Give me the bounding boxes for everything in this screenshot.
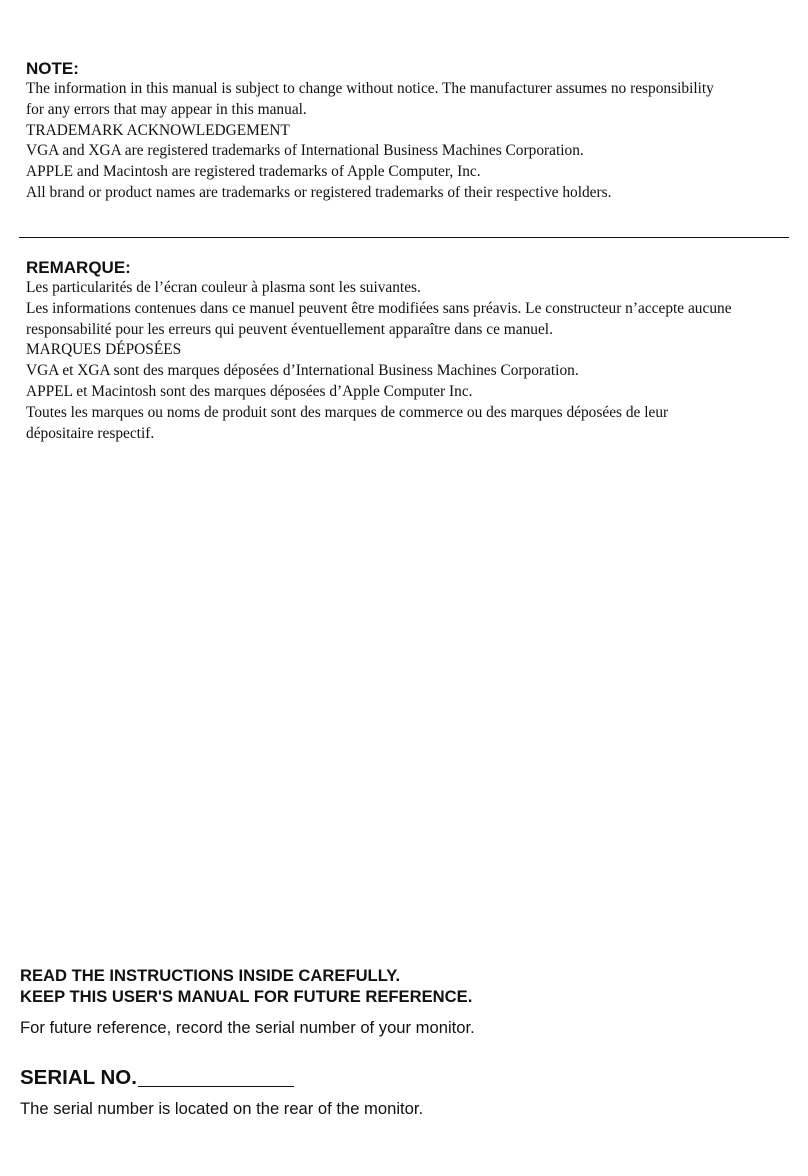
section-divider	[19, 237, 789, 238]
remarque-line: responsabilité pour les erreurs qui peuvent éventuellement apparaître dans ce manuel.	[26, 320, 553, 338]
note-line: TRADEMARK ACKNOWLEDGEMENT	[26, 121, 290, 139]
remarque-line: Les informations contenues dans ce manuel peuvent être modifiées sans préavis. Le constructeur n’accepte aucune	[26, 299, 732, 317]
remarque-heading: REMARQUE:	[26, 258, 131, 277]
record-serial-text: For future reference, record the serial number of your monitor.	[20, 1018, 475, 1037]
remarque-line: VGA et XGA sont des marques déposées d’International Business Machines Corporation.	[26, 362, 579, 380]
keep-manual-notice: KEEP THIS USER'S MANUAL FOR FUTURE REFERENCE.	[20, 987, 473, 1006]
remarque-line: Toutes les marques ou noms de produit sont des marques de commerce ou des marques déposées de leur	[26, 403, 669, 421]
remarque-line: dépositaire respectif.	[26, 424, 155, 442]
note-line: for any errors that may appear in this manual.	[26, 100, 307, 118]
serial-location-text: The serial number is located on the rear of the monitor.	[20, 1099, 424, 1118]
remarque-line: APPEL et Macintosh sont des marques déposées d’Apple Computer Inc.	[26, 382, 473, 400]
remarque-body	[26, 278, 732, 444]
note-heading: NOTE:	[26, 59, 79, 78]
note-line: The information in this manual is subject to change without notice. The manufacturer assumes no responsibility	[26, 80, 714, 97]
remarque-line: Les particularités de l’écran couleur à plasma sont les suivantes.	[26, 279, 421, 296]
remarque-line: MARQUES DÉPOSÉES	[26, 341, 182, 359]
serial-number-blank	[138, 1067, 294, 1087]
note-line: All brand or product names are trademarks or registered trademarks of their respective holders.	[26, 183, 612, 201]
note-body	[26, 79, 714, 204]
note-line: VGA and XGA are registered trademarks of International Business Machines Corporation.	[26, 142, 584, 160]
note-line: APPLE and Macintosh are registered trademarks of Apple Computer, Inc.	[26, 163, 481, 181]
serial-number-row	[20, 1066, 294, 1090]
read-instructions-notice: READ THE INSTRUCTIONS INSIDE CAREFULLY.	[20, 966, 401, 985]
serial-number-label: SERIAL NO.	[20, 1066, 137, 1089]
